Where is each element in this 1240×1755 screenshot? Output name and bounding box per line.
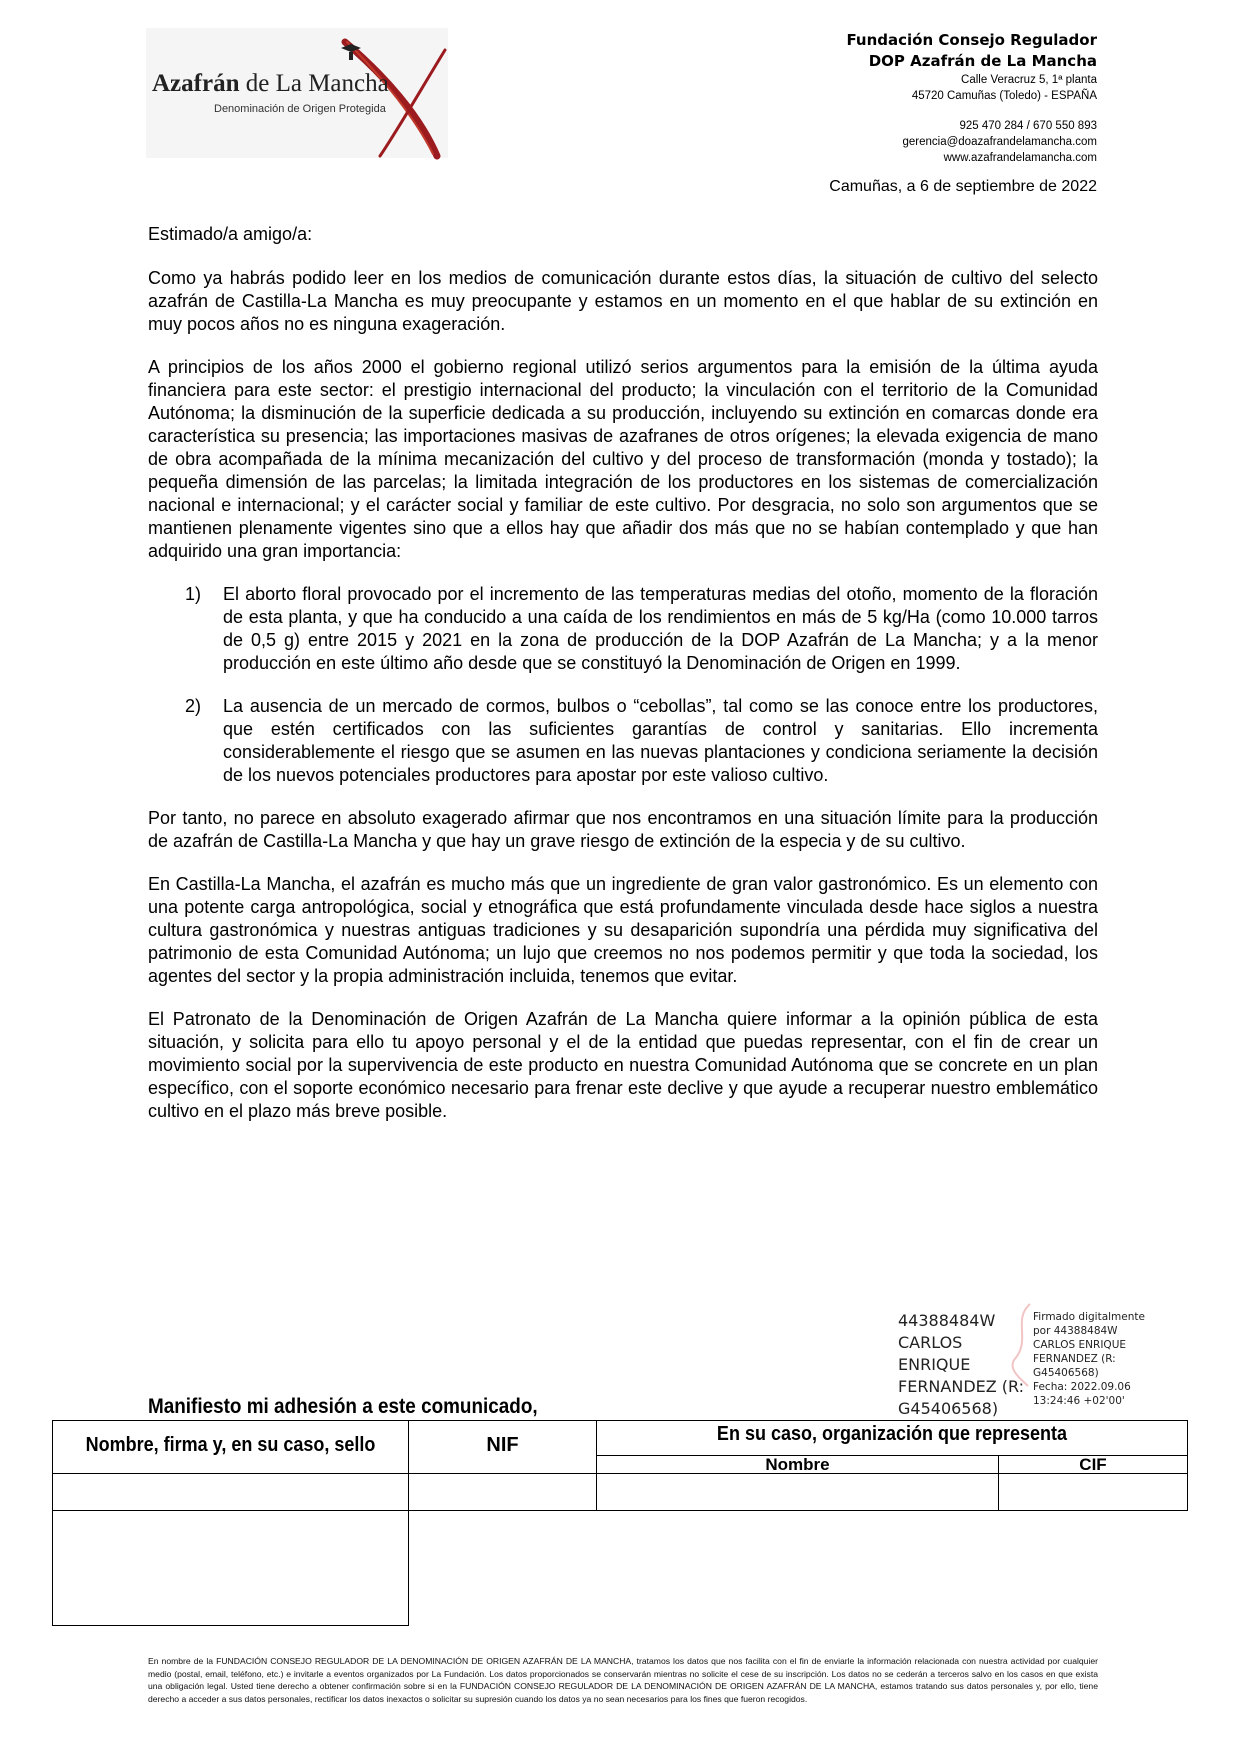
paragraph-1: Como ya habrás podido leer en los medios de comunicación durante estos días, la situación de cultivo del selecto azafrán de Castilla-La Mancha es muy preocupante y estamos en un momento en el que hablar de su extinción en muy pocos años no es ninguna exageración. — [148, 268, 1098, 334]
digital-signature-details: Firmado digitalmente por 44388484W CARLOS ENRIQUE FERNANDEZ (R: G45406568) Fecha: 2022.09.06 13:24:46 +02'00' — [1033, 1311, 1145, 1407]
input-org-name[interactable] — [597, 1474, 998, 1510]
list-item-1 — [148, 583, 1098, 675]
org-phone: 925 470 284 / 670 550 893 — [959, 120, 1097, 132]
saffron-logo-icon — [325, 36, 465, 160]
paragraph-3: Por tanto, no parece en absoluto exagerado afirmar que nos encontramos en una situación límite para la producción de azafrán de Castilla-La Mancha y que hay un grave riesgo de extinción de la especia y de su cultivo. — [148, 808, 1098, 851]
org-name-line1: Fundación Consejo Regulador — [846, 31, 1097, 49]
input-cif[interactable] — [999, 1474, 1187, 1510]
digital-signature-name: 44388484W CARLOS ENRIQUE FERNANDEZ (R: G45406568) — [898, 1311, 1025, 1418]
list-number: 1) — [185, 584, 202, 604]
signature-box[interactable] — [53, 1511, 408, 1625]
org-header — [846, 30, 1097, 166]
privacy-footer: En nombre de la FUNDACIÓN CONSEJO REGULADOR DE LA DENOMINACIÓN DE ORIGEN AZAFRÁN DE LA MANCHA, tratamos los datos que nos facilita con el fin de enviarle la información relacionada con nuestra actividad por cualquier medio (postal, email, teléfono, etc.) e invitarle a eventos organizados por La Fundación. Los datos proporcionados se conservarán mientras no solicite el cese de su inscripción. Los datos no se cederán a terceros salvo en los casos en que exista una obligación legal. Usted tiene derecho a obtener confirmación sobre si en la FUNDACIÓN CONSEJO REGULADOR DE LA DENOMINACIÓN DE ORIGEN AZAFRÁN DE LA MANCHA, estamos tratando sus datos personales y, por ello, tiene derecho a acceder a sus datos personales, rectificar los datos inexactos o solicitar su supresión cuando los datos ya no sean necesarios para los fines que fueron recogidos. — [148, 1656, 1098, 1704]
org-address2: 45720 Camuñas (Toledo) - ESPAÑA — [911, 90, 1097, 102]
paragraph-5: El Patronato de la Denominación de Origen Azafrán de La Mancha quiere informar a la opinión pública de esta situación, y solicita para ello tu apoyo personal y el de la entidad que puedas representar, con el fin de crear un movimiento social por la supervivencia de este producto en nuestra Comunidad Autónoma que se concrete en un plan específico, con el soporte económico necesario para frenar este declive y que ayude a recuperar nuestro emblemático cultivo en el plazo más breve posible. — [148, 1009, 1098, 1121]
org-email[interactable]: gerencia@doazafrandelamancha.com — [902, 136, 1097, 148]
input-name-signature[interactable] — [53, 1474, 408, 1510]
list-item-2 — [148, 695, 1098, 787]
org-name-line2: DOP Azafrán de La Mancha — [868, 52, 1097, 70]
list-text: El aborto floral provocado por el incremento de las temperaturas medias del otoño, momento de la floración de esta planta, y que ha conducido a una caída de los rendimientos en más de 5 kg/Ha (como 10.000 tarros de 0,5 g) entre 2015 y 2021 en la zona de producción de la DOP Azafrán de La Mancha; y a la menor producción en este último año desde que se constituyó la Denominación de Origen en 1999. — [223, 584, 1098, 673]
col-header-nif: NIF — [486, 1434, 519, 1456]
col-header-org-name: Nombre — [765, 1455, 830, 1474]
adhesion-heading: Manifiesto mi adhesión a este comunicado, — [148, 1395, 538, 1418]
list-number: 2) — [185, 696, 202, 716]
col-header-organization: En su caso, organización que representa — [716, 1423, 1068, 1445]
list-text: La ausencia de un mercado de cormos, bulbos o “cebollas”, tal como se las conoce entre los productores, que estén certificados con las suficientes garantías de control y sanitarias. Ello incrementa considerablemente el riesgo que se asumen en las nuevas plantaciones y condiciona seriamente la decisión de los nuevos potenciales productores para apostar por este valioso cultivo. — [223, 696, 1098, 785]
salutation: Estimado/a amigo/a: — [148, 224, 313, 244]
org-website[interactable]: www.azafrandelamancha.com — [943, 152, 1097, 164]
logo-subtitle: Denominación de Origen Protegida — [214, 103, 386, 115]
letter-date: Camuñas, a 6 de septiembre de 2022 — [829, 178, 1097, 195]
logo-wordmark: Azafrán de La Mancha — [152, 70, 389, 97]
input-nif[interactable] — [409, 1474, 596, 1510]
letter-body — [148, 223, 1098, 1143]
col-header-cif: CIF — [1079, 1455, 1107, 1474]
paragraph-4: En Castilla-La Mancha, el azafrán es mucho más que un ingrediente de gran valor gastronómico. Es un elemento con una potente carga antropológica, social y etnográfica que está profundamente vinculada desde hace siglos a nuestra cultura gastronómica y nuestras antiguas tradiciones y su desaparición supondría una pérdida muy significativa del patrimonio de esta Comunidad Autónoma; un lujo que creemos no nos podemos permitir y que toda la sociedad, los agentes del sector y la propia administración incluida, tenemos que evitar. — [148, 874, 1098, 986]
col-header-name-signature: Nombre, firma y, en su caso, sello — [85, 1434, 376, 1456]
org-address1: Calle Veracruz 5, 1ª planta — [961, 74, 1097, 86]
paragraph-2: A principios de los años 2000 el gobierno regional utilizó serios argumentos para la emisión de la última ayuda financiera para este sector: el prestigio internacional del producto; la vinculación con el territorio de la Comunidad Autónoma; la disminución de la superficie dedicada a su producción, incluyendo su extinción en comarcas donde era característica su presencia; las importaciones masivas de azafranes de otros orígenes; la elevada exigencia de mano de obra acompañada de la mínima mecanización del cultivo y del proceso de transformación (monda y tostado); la pequeña dimensión de las parcelas; la limitada integración de los productores en los sistemas de comercialización nacional e internacional; y el carácter social y familiar de este cultivo. Por desgracia, no solo son argumentos que se mantienen plenamente vigentes sino que a ellos hay que añadir dos más que no se habían contemplado y que han adquirido una gran importancia: — [148, 357, 1098, 561]
